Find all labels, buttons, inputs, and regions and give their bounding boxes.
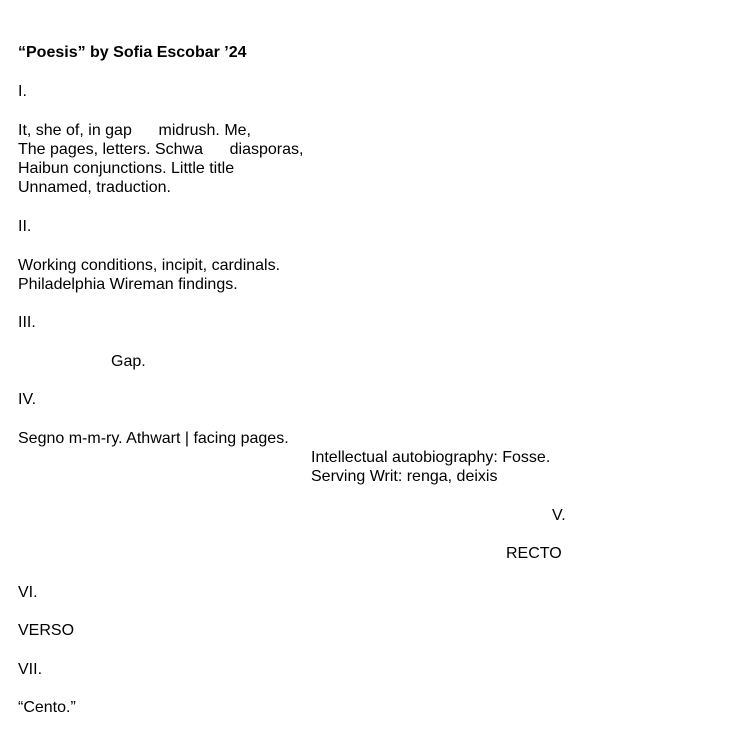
- poem-line: Intellectual autobiography: Fosse.: [311, 449, 551, 466]
- poem-line: It, she of, in gap midrush. Me,: [18, 122, 251, 139]
- poem-line: Working conditions, incipit, cardinals.: [18, 257, 281, 274]
- poem-line: Segno m-m-ry. Athwart | facing pages.: [18, 430, 289, 447]
- section-numeral-v: V.: [552, 507, 566, 524]
- poem-line: RECTO: [506, 545, 562, 562]
- section-numeral-ii: II.: [18, 218, 32, 235]
- section-numeral-vi: VI.: [18, 584, 38, 601]
- poem-line: VERSO: [18, 622, 75, 639]
- poem-line: Gap.: [111, 353, 146, 370]
- poem-line: Unnamed, traduction.: [18, 179, 171, 196]
- poem-line: The pages, letters. Schwa diasporas,: [18, 141, 304, 158]
- poem-line: Haibun conjunctions. Little title: [18, 160, 235, 177]
- section-numeral-iv: IV.: [18, 391, 37, 408]
- section-numeral-iii: III.: [18, 314, 36, 331]
- poem-line: “Cento.”: [18, 699, 76, 716]
- poem-title: “Poesis” by Sofia Escobar ’24: [18, 44, 247, 61]
- poem-line: Philadelphia Wireman findings.: [18, 276, 238, 293]
- poem-line: Serving Writ: renga, deixis: [311, 468, 498, 485]
- section-numeral-i: I.: [18, 83, 27, 100]
- section-numeral-vii: VII.: [18, 661, 43, 678]
